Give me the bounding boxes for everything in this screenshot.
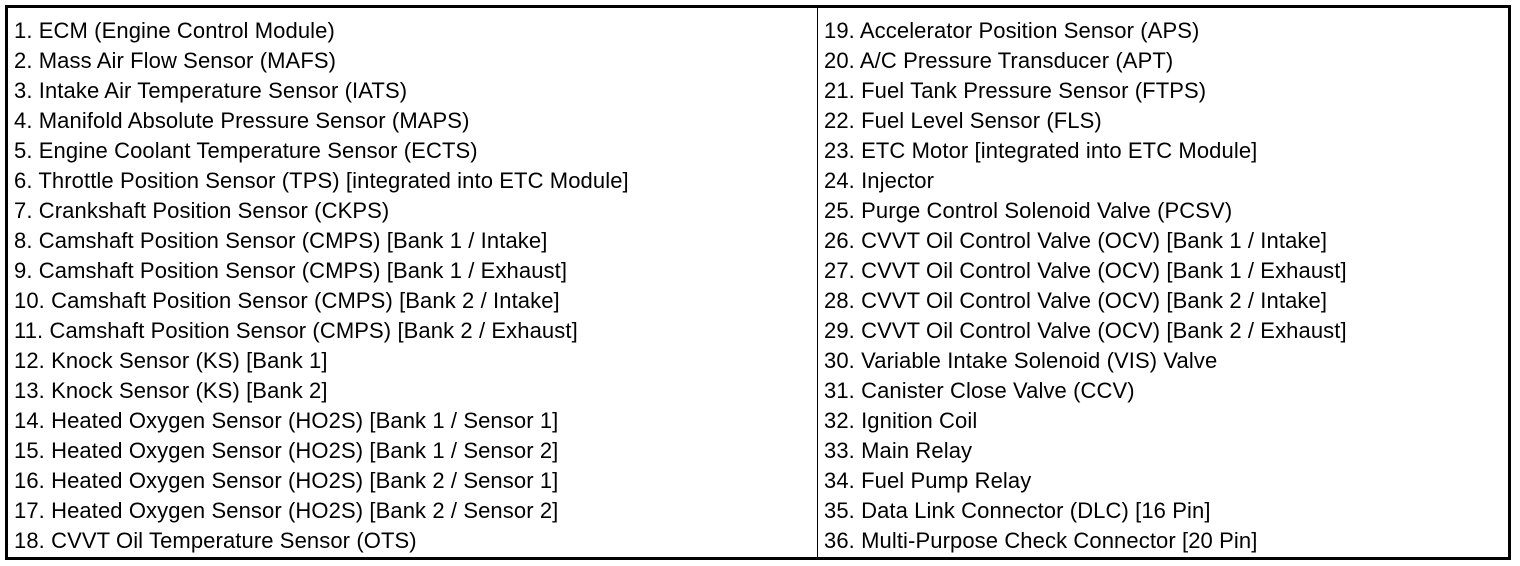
legend-item: 27. CVVT Oil Control Valve (OCV) [Bank 1 / Exhaust] [824,258,1347,283]
legend-item: 14. Heated Oxygen Sensor (HO2S) [Bank 1 / Sensor 1] [14,408,559,433]
legend-item: 26. CVVT Oil Control Valve (OCV) [Bank 1 / Intake] [824,228,1328,253]
legend-item: 17. Heated Oxygen Sensor (HO2S) [Bank 2 / Sensor 2] [14,498,559,523]
legend-item: 8. Camshaft Position Sensor (CMPS) [Bank 1 / Intake] [14,228,548,253]
legend-item: 21. Fuel Tank Pressure Sensor (FTPS) [824,78,1207,103]
legend-item: 35. Data Link Connector (DLC) [16 Pin] [824,498,1211,523]
legend-item: 4. Manifold Absolute Pressure Sensor (MAPS) [14,108,470,133]
legend-item: 2. Mass Air Flow Sensor (MAFS) [14,48,337,73]
legend-item: 7. Crankshaft Position Sensor (CKPS) [14,198,390,223]
legend-item: 33. Main Relay [824,438,973,463]
legend-item: 30. Variable Intake Solenoid (VIS) Valve [824,348,1218,373]
legend-item: 3. Intake Air Temperature Sensor (IATS) [14,78,408,103]
legend-item: 34. Fuel Pump Relay [824,468,1032,493]
legend-item: 31. Canister Close Valve (CCV) [824,378,1135,403]
legend-item: 15. Heated Oxygen Sensor (HO2S) [Bank 1 / Sensor 2] [14,438,559,463]
legend-item: 20. A/C Pressure Transducer (APT) [824,48,1174,73]
legend-item: 24. Injector [824,168,935,193]
legend-item: 36. Multi-Purpose Check Connector [20 Pin] [824,528,1258,553]
legend-item: 25. Purge Control Solenoid Valve (PCSV) [824,198,1233,223]
legend-column-right [818,8,1508,557]
legend-item: 18. CVVT Oil Temperature Sensor (OTS) [14,528,417,553]
legend-item: 19. Accelerator Position Sensor (APS) [824,18,1200,43]
legend-item: 9. Camshaft Position Sensor (CMPS) [Bank 1 / Exhaust] [14,258,568,283]
legend-item: 10. Camshaft Position Sensor (CMPS) [Bank 2 / Intake] [14,288,560,313]
legend-item: 32. Ignition Coil [824,408,978,433]
legend-item: 28. CVVT Oil Control Valve (OCV) [Bank 2 / Intake] [824,288,1328,313]
legend-item: 11. Camshaft Position Sensor (CMPS) [Bank 2 / Exhaust] [14,318,578,343]
legend-item: 13. Knock Sensor (KS) [Bank 2] [14,378,328,403]
legend-item: 22. Fuel Level Sensor (FLS) [824,108,1102,133]
component-legend-table [5,5,1511,560]
legend-item: 5. Engine Coolant Temperature Sensor (ECTS) [14,138,478,163]
legend-item: 16. Heated Oxygen Sensor (HO2S) [Bank 2 / Sensor 1] [14,468,559,493]
legend-item: 1. ECM (Engine Control Module) [14,18,335,43]
legend-item: 29. CVVT Oil Control Valve (OCV) [Bank 2 / Exhaust] [824,318,1347,343]
legend-item: 23. ETC Motor [integrated into ETC Module] [824,138,1258,163]
legend-column-left [8,8,818,557]
legend-item: 6. Throttle Position Sensor (TPS) [integrated into ETC Module] [14,168,629,193]
legend-item: 12. Knock Sensor (KS) [Bank 1] [14,348,328,373]
